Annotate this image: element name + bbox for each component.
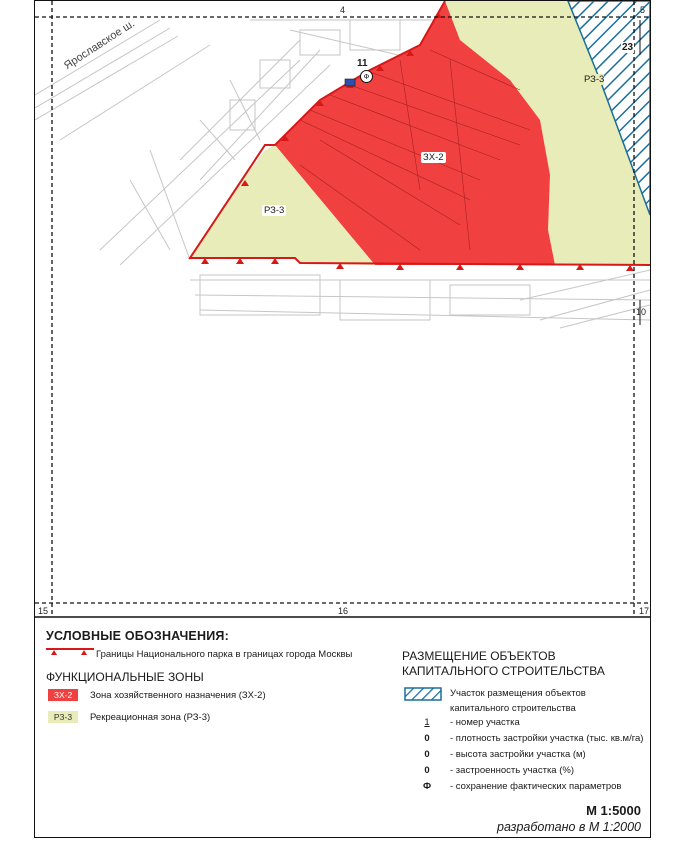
capital-site-legend-icon (404, 687, 442, 701)
legend-panel (34, 620, 651, 838)
zone-legend-zx2: Зона хозяйственного назначения (ЗХ-2) (90, 690, 266, 701)
grid-label-15: 15 (38, 606, 49, 616)
site-symbol: Ф (360, 70, 373, 83)
capital-site-legend-label: Участок размещения объектов капитального строительства (450, 688, 586, 714)
grid-label-4: 4 (340, 5, 346, 15)
param-symbol-density: 0 (424, 733, 430, 744)
param-symbol-height: 0 (424, 749, 430, 760)
zone-label-rz3-right: РЗ-3 (584, 74, 605, 85)
site-number: 11 (357, 58, 368, 69)
legend-title: УСЛОВНЫЕ ОБОЗНАЧЕНИЯ: (46, 629, 229, 643)
street-label: Ярославское ш. (62, 17, 137, 73)
grid-label-5: 5 (640, 5, 646, 15)
param-symbol-number: 1 (424, 717, 430, 728)
boundary-legend-label: Границы Национального парка в границах города Москвы (96, 649, 353, 660)
param-label-number: - номер участка (450, 717, 520, 728)
grid-label-17: 17 (639, 606, 650, 616)
scale-label: М 1:5000 (586, 803, 641, 818)
zones-title: ФУНКЦИОНАЛЬНЫЕ ЗОНЫ (46, 670, 204, 684)
site-building-marker (345, 79, 355, 86)
zone-label-zx2: ЗХ-2 (423, 152, 444, 163)
developed-scale-label: разработано в М 1:2000 (497, 820, 641, 834)
zone-swatch-rz3: РЗ-3 (48, 711, 78, 723)
capital-title: РАЗМЕЩЕНИЕ ОБЪЕКТОВ КАПИТАЛЬНОГО СТРОИТЕЛЬСТВА (402, 649, 605, 678)
zone-swatch-zx2: ЗХ-2 (48, 689, 78, 701)
hatch-number: 23 (622, 42, 634, 53)
param-symbol-coverage: 0 (424, 765, 430, 776)
zone-label-rz3-left: РЗ-3 (264, 205, 285, 216)
param-label-coverage: - застроенность участка (%) (450, 765, 575, 776)
param-label-actual: - сохранение фактических параметров (450, 781, 622, 792)
grid-label-16: 16 (338, 606, 349, 616)
param-label-height: - высота застройки участка (м) (450, 749, 586, 760)
param-symbol-actual: Ф (422, 781, 432, 792)
grid-label-10: 10 (636, 307, 647, 317)
param-label-density: - плотность застройки участка (тыс. кв.м/га) (450, 733, 644, 744)
boundary-legend-symbol (46, 647, 94, 657)
zone-legend-rz3: Рекреационная зона (РЗ-3) (90, 712, 211, 723)
